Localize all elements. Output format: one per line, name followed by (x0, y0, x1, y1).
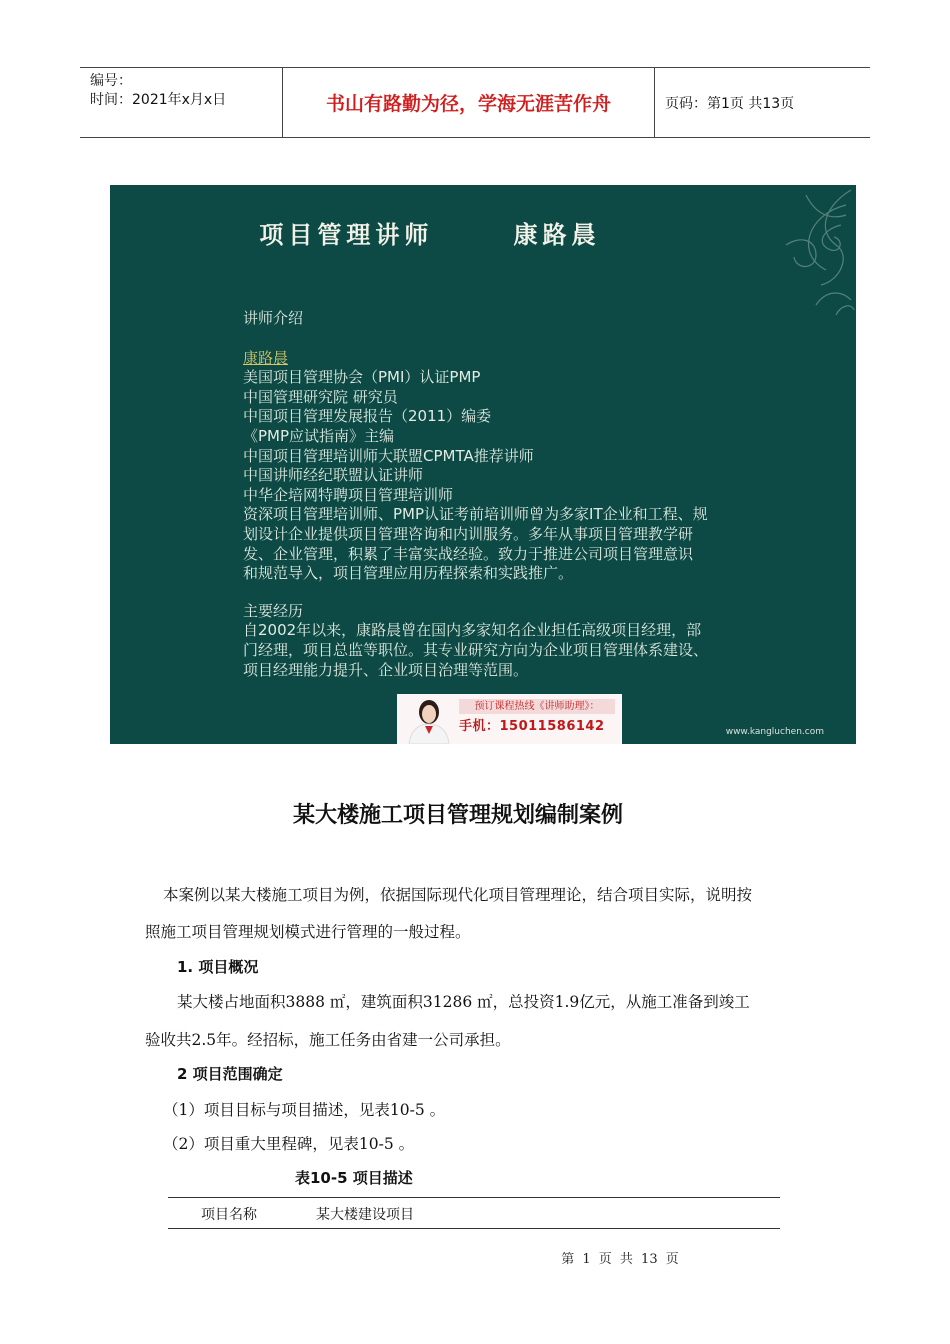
intro-paragraph-line: 本案例以某大楼施工项目为例，依据国际现代化项目管理理论，结合项目实际，说明按 (163, 886, 753, 904)
document-title: 某大楼施工项目管理规划编制案例 (292, 803, 623, 828)
header-motto: 书山有路勤为径，学海无涯苦作舟 (282, 68, 655, 137)
overview-line: 某大楼占地面积3888 ㎡，建筑面积31286 ㎡，总投资1.9亿元，从施工准备到竣工 (177, 993, 750, 1011)
credential-line: 中国项目管理培训师大联盟CPMTA推荐讲师 (243, 446, 534, 465)
page-footer: 第 1 页 共 13 页 (561, 1252, 679, 1267)
credential-line: 中国管理研究院 研究员 (243, 387, 398, 406)
header-page-info: 页码：第1页 共13页 (665, 95, 795, 112)
section-heading: 1. 项目概况 (177, 958, 259, 976)
project-description-table (168, 1197, 780, 1229)
experience-line: 划设计企业提供项目管理咨询和内训服务。多年从事项目管理教学研 (243, 524, 694, 543)
page-header (80, 67, 870, 138)
credential-line: 美国项目管理协会（PMI）认证PMP (243, 368, 481, 387)
lecturer-name: 康路晨 (243, 348, 289, 367)
assistant-photo-icon (401, 696, 457, 744)
table-caption: 表10-5 项目描述 (295, 1169, 413, 1187)
table-cell-key: 项目名称 (201, 1207, 257, 1223)
hotline-label: 预订课程热线《讲师助理》： (459, 699, 615, 714)
slide-title: 项目管理讲师 康路晨 (259, 220, 601, 249)
section-heading: 2 项目范围确定 (177, 1065, 283, 1083)
experience-line: 和规范导入，项目管理应用历程探索和实践推广。 (243, 564, 574, 583)
credential-line: 中华企培网特聘项目管理培训师 (243, 485, 454, 504)
career-line: 项目经理能力提升、企业项目治理等范围。 (243, 660, 529, 679)
career-line: 门经理，项目总监等职位。其专业研究方向为企业项目管理体系建设、 (243, 640, 709, 659)
experience-line: 发、企业管理，积累了丰富实战经验。致力于推进公司项目管理意识 (243, 544, 694, 563)
career-heading: 主要经历 (243, 601, 304, 620)
lecturer-slide-image (110, 185, 856, 744)
list-item: （1）项目目标与项目描述，见表10-5 。 (163, 1101, 446, 1119)
hotline-phone: 手机：15011586142 (459, 719, 605, 734)
credential-line: 中国项目管理发展报告（2011）编委 (243, 407, 492, 426)
slide-url: www.kangluchen.com (725, 727, 824, 737)
credential-line: 中国讲师经纪联盟认证讲师 (243, 466, 424, 485)
credential-line: 《PMP应试指南》主编 (243, 426, 395, 445)
slide-bio (243, 309, 763, 680)
time-label: 时间：2021年x月x日 (90, 92, 227, 108)
intro-paragraph-line: 照施工项目管理规划模式进行管理的一般过程。 (145, 923, 471, 941)
number-label: 编号： (90, 73, 132, 89)
overview-line: 验收共2.5年。经招标，施工任务由省建一公司承担。 (145, 1031, 511, 1049)
intro-heading: 讲师介绍 (243, 309, 304, 327)
experience-line: 资深项目管理培训师、PMP认证考前培训师曾为多家IT企业和工程、规 (243, 505, 708, 524)
list-item: （2）项目重大里程碑，见表10-5 。 (163, 1135, 415, 1153)
header-meta (80, 68, 282, 137)
table-cell-value: 某大楼建设项目 (316, 1207, 414, 1223)
contact-banner (397, 694, 622, 744)
career-line: 自2002年以来，康路晨曾在国内多家知名企业担任高级项目经理，部 (243, 621, 702, 640)
